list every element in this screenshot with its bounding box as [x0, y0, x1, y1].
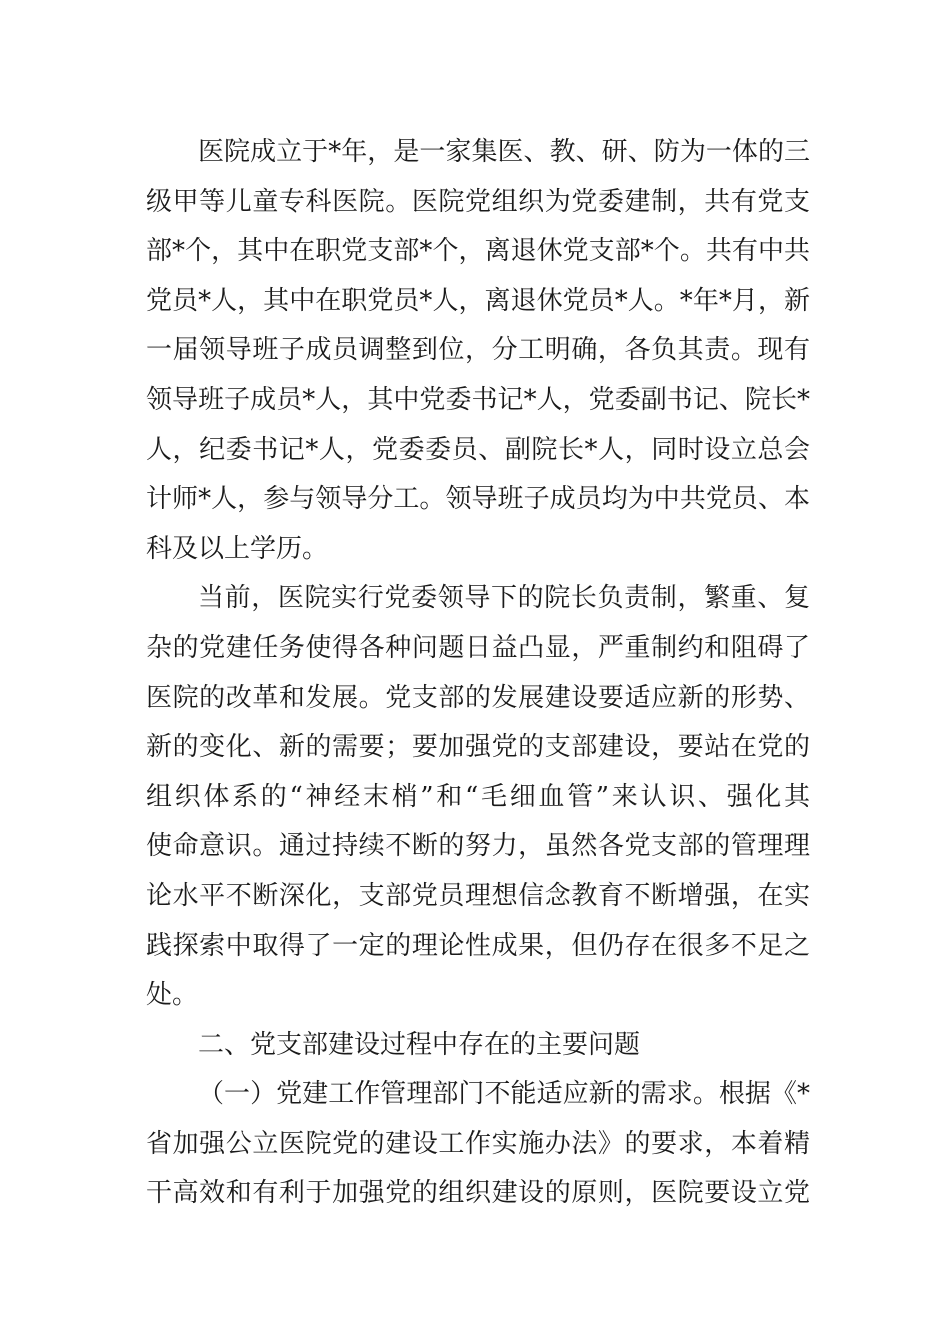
text-line: 党员*人，其中在职党员*人，离退休党员*人。*年*月，新 [146, 285, 810, 316]
text-line: 省加强公立医院党的建设工作实施办法》的要求，本着精 [146, 1128, 810, 1159]
text-line: 新的变化、新的需要；要加强党的支部建设，要站在党的 [146, 732, 810, 763]
document-body [146, 128, 810, 1219]
text-line: 使命意识。通过持续不断的努力，虽然各党支部的管理理 [146, 831, 810, 862]
text-line: 处。 [146, 980, 199, 1011]
section-heading: 二、党支部建设过程中存在的主要问题 [198, 1029, 641, 1060]
text-line: 人，纪委书记*人，党委委员、副院长*人，同时设立总会 [146, 434, 810, 465]
text-line: 医院的改革和发展。党支部的发展建设要适应新的形势、 [146, 682, 810, 713]
text-line: 干高效和有利于加强党的组织建设的原则，医院要设立党 [146, 1178, 810, 1209]
text-line: 一届领导班子成员调整到位，分工明确，各负其责。现有 [146, 335, 810, 366]
text-line: 科及以上学历。 [146, 533, 329, 564]
text-line: 杂的党建任务使得各种问题日益凸显，严重制约和阻碍了 [146, 632, 810, 663]
para-current-situation [146, 574, 810, 1020]
text-line: 当前，医院实行党委领导下的院长负责制，繁重、复 [198, 583, 810, 614]
para-hospital-overview [146, 128, 810, 574]
text-line: 领导班子成员*人，其中党委书记*人，党委副书记、院长* [146, 384, 810, 415]
section-heading-main-problems [146, 1021, 810, 1071]
text-line: （一）党建工作管理部门不能适应新的需求。根据《* [198, 1079, 810, 1110]
text-line: 计师*人，参与领导分工。领导班子成员均为中共党员、本 [146, 484, 810, 515]
text-line: 部*个，其中在职党支部*个，离退休党支部*个。共有中共 [146, 236, 810, 267]
text-line: 践探索中取得了一定的理论性成果，但仍存在很多不足之 [146, 930, 810, 961]
text-line: 医院成立于*年，是一家集医、教、研、防为一体的三 [198, 137, 810, 167]
text-line: 组织体系的“神经末梢”和“毛细血管”来认识、强化其 [146, 781, 810, 812]
text-line: 级甲等儿童专科医院。医院党组织为党委建制，共有党支 [146, 186, 810, 217]
para-problem-one [146, 1070, 810, 1219]
text-line: 论水平不断深化，支部党员理想信念教育不断增强，在实 [146, 880, 810, 911]
